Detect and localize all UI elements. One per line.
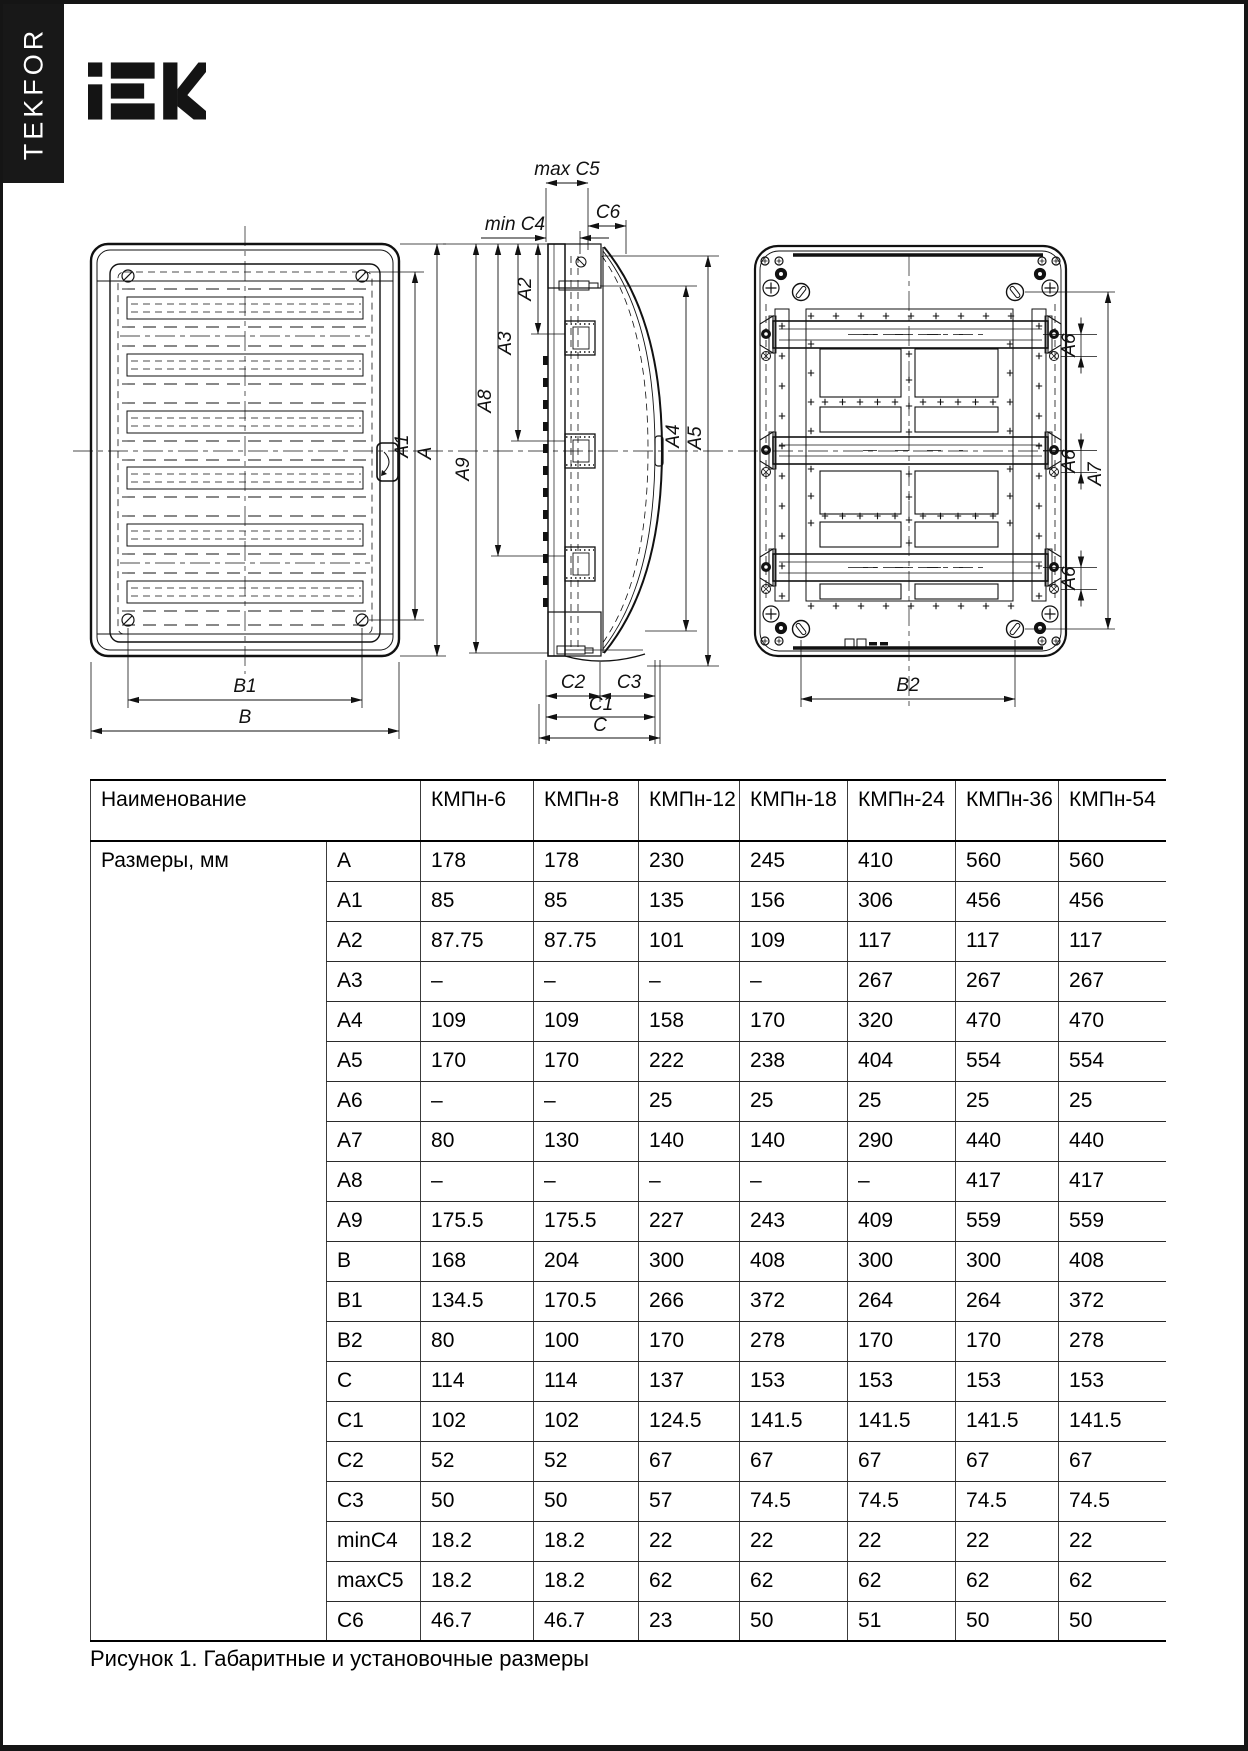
value-cell: 25 — [956, 1081, 1059, 1121]
param-cell: A4 — [327, 1001, 421, 1041]
value-cell: 80 — [421, 1121, 534, 1161]
name-header-cell: Наименование — [91, 780, 421, 841]
value-cell: 67 — [740, 1441, 848, 1481]
value-cell: 25 — [1059, 1081, 1166, 1121]
value-cell: – — [639, 961, 740, 1001]
dim-label-c3: C3 — [616, 672, 642, 693]
value-cell: 170 — [421, 1041, 534, 1081]
value-cell: 18.2 — [421, 1521, 534, 1561]
param-cell: C — [327, 1361, 421, 1401]
value-cell: 46.7 — [534, 1601, 639, 1641]
value-cell: 170 — [956, 1321, 1059, 1361]
dim-label-a9: A9 — [453, 457, 474, 481]
value-cell: 560 — [1059, 841, 1166, 881]
value-cell: 114 — [421, 1361, 534, 1401]
param-cell: minC4 — [327, 1521, 421, 1561]
value-cell: – — [421, 961, 534, 1001]
value-cell: 153 — [740, 1361, 848, 1401]
value-cell: 23 — [639, 1601, 740, 1641]
value-cell: 117 — [848, 921, 956, 961]
value-cell: 440 — [1059, 1121, 1166, 1161]
column-header: КМПн-24 — [848, 780, 956, 841]
param-cell: C6 — [327, 1601, 421, 1641]
dimensions-table — [90, 779, 1166, 1642]
value-cell: 85 — [534, 881, 639, 921]
value-cell: 85 — [421, 881, 534, 921]
value-cell: 170 — [740, 1001, 848, 1041]
param-cell: B — [327, 1241, 421, 1281]
dim-label-a4: A4 — [663, 424, 684, 448]
value-cell: 372 — [740, 1281, 848, 1321]
value-cell: 175.5 — [534, 1201, 639, 1241]
dim-label-c2: C2 — [560, 672, 586, 693]
value-cell: 134.5 — [421, 1281, 534, 1321]
value-cell: 175.5 — [421, 1201, 534, 1241]
value-cell: – — [639, 1161, 740, 1201]
value-cell: – — [740, 1161, 848, 1201]
value-cell: 57 — [639, 1481, 740, 1521]
value-cell: – — [848, 1161, 956, 1201]
column-header: КМПн-18 — [740, 780, 848, 841]
value-cell: 62 — [848, 1561, 956, 1601]
value-cell: 52 — [421, 1441, 534, 1481]
param-cell: A6 — [327, 1081, 421, 1121]
value-cell: 264 — [848, 1281, 956, 1321]
value-cell: 141.5 — [848, 1401, 956, 1441]
value-cell: 18.2 — [534, 1521, 639, 1561]
dim-label-c6: C6 — [595, 202, 621, 223]
value-cell: 238 — [740, 1041, 848, 1081]
value-cell: 62 — [639, 1561, 740, 1601]
column-header: КМПн-6 — [421, 780, 534, 841]
value-cell: 470 — [956, 1001, 1059, 1041]
value-cell: 25 — [639, 1081, 740, 1121]
value-cell: 67 — [1059, 1441, 1166, 1481]
value-cell: 170.5 — [534, 1281, 639, 1321]
brand-vertical-text: TEKFOR — [18, 26, 49, 161]
value-cell: 87.75 — [534, 921, 639, 961]
value-cell: 100 — [534, 1321, 639, 1361]
value-cell: 74.5 — [740, 1481, 848, 1521]
value-cell: 417 — [956, 1161, 1059, 1201]
value-cell: – — [421, 1161, 534, 1201]
value-cell: 141.5 — [740, 1401, 848, 1441]
value-cell: 178 — [421, 841, 534, 881]
value-cell: 80 — [421, 1321, 534, 1361]
dim-label-max-c5: max C5 — [534, 159, 600, 180]
value-cell: 22 — [1059, 1521, 1166, 1561]
value-cell: 140 — [639, 1121, 740, 1161]
value-cell: 50 — [1059, 1601, 1166, 1641]
dim-label-min-c4: min C4 — [484, 214, 546, 235]
value-cell: 470 — [1059, 1001, 1166, 1041]
value-cell: 67 — [848, 1441, 956, 1481]
value-cell: 227 — [639, 1201, 740, 1241]
value-cell: 170 — [848, 1321, 956, 1361]
dim-label-a2: A2 — [515, 277, 536, 301]
value-cell: 153 — [956, 1361, 1059, 1401]
value-cell: 109 — [740, 921, 848, 961]
value-cell: 267 — [956, 961, 1059, 1001]
dim-label-a3: A3 — [495, 331, 516, 355]
value-cell: 153 — [1059, 1361, 1166, 1401]
rear-din-rails — [760, 316, 1061, 594]
param-cell: A3 — [327, 961, 421, 1001]
value-cell: 456 — [956, 881, 1059, 921]
value-cell: 141.5 — [956, 1401, 1059, 1441]
dim-label-a6-middle: A6 — [1059, 449, 1080, 473]
param-cell: A5 — [327, 1041, 421, 1081]
column-header: КМПн-8 — [534, 780, 639, 841]
figure-caption: Рисунок 1. Габаритные и установочные размеры — [90, 1646, 589, 1671]
value-cell: 22 — [740, 1521, 848, 1561]
value-cell: 204 — [534, 1241, 639, 1281]
value-cell: 560 — [956, 841, 1059, 881]
param-cell: B1 — [327, 1281, 421, 1321]
value-cell: 51 — [848, 1601, 956, 1641]
value-cell: 25 — [848, 1081, 956, 1121]
param-cell: maxC5 — [327, 1561, 421, 1601]
value-cell: 243 — [740, 1201, 848, 1241]
value-cell: 50 — [421, 1481, 534, 1521]
value-cell: 22 — [848, 1521, 956, 1561]
column-header: КМПн-36 — [956, 780, 1059, 841]
value-cell: 137 — [639, 1361, 740, 1401]
value-cell: 559 — [1059, 1201, 1166, 1241]
value-cell: 102 — [534, 1401, 639, 1441]
value-cell: 278 — [740, 1321, 848, 1361]
value-cell: 410 — [848, 841, 956, 881]
value-cell: 18.2 — [534, 1561, 639, 1601]
value-cell: 158 — [639, 1001, 740, 1041]
value-cell: 62 — [956, 1561, 1059, 1601]
dimension-table-body — [91, 841, 1166, 1641]
value-cell: 156 — [740, 881, 848, 921]
value-cell: 87.75 — [421, 921, 534, 961]
param-cell: A9 — [327, 1201, 421, 1241]
value-cell: 372 — [1059, 1281, 1166, 1321]
dim-label-b2: B2 — [896, 675, 920, 696]
value-cell: 222 — [639, 1041, 740, 1081]
value-cell: 109 — [534, 1001, 639, 1041]
value-cell: 67 — [956, 1441, 1059, 1481]
dim-label-c: C — [593, 715, 607, 736]
dim-label-a6-top: A6 — [1059, 333, 1080, 357]
dim-label-b: B — [238, 707, 252, 728]
value-cell: 168 — [421, 1241, 534, 1281]
figure-drawing — [3, 4, 1248, 766]
value-cell: – — [740, 961, 848, 1001]
value-cell: 46.7 — [421, 1601, 534, 1641]
value-cell: 266 — [639, 1281, 740, 1321]
param-cell: A7 — [327, 1121, 421, 1161]
value-cell: 170 — [534, 1041, 639, 1081]
value-cell: 409 — [848, 1201, 956, 1241]
param-cell: A1 — [327, 881, 421, 921]
value-cell: 554 — [956, 1041, 1059, 1081]
row-group-label: Размеры, мм — [91, 841, 327, 1641]
value-cell: 140 — [740, 1121, 848, 1161]
table-header-row — [91, 780, 1166, 841]
value-cell: 264 — [956, 1281, 1059, 1321]
value-cell: – — [421, 1081, 534, 1121]
mounting-plus-marks — [779, 313, 1042, 609]
value-cell: 101 — [639, 921, 740, 961]
dim-label-a: A — [415, 446, 436, 460]
value-cell: 102 — [421, 1401, 534, 1441]
dim-label-b1: B1 — [233, 676, 257, 697]
value-cell: 50 — [740, 1601, 848, 1641]
side-view — [443, 159, 719, 744]
value-cell: 50 — [534, 1481, 639, 1521]
value-cell: 74.5 — [1059, 1481, 1166, 1521]
dim-label-c1: C1 — [588, 694, 614, 715]
value-cell: 440 — [956, 1121, 1059, 1161]
value-cell: 109 — [421, 1001, 534, 1041]
value-cell: 404 — [848, 1041, 956, 1081]
value-cell: 62 — [740, 1561, 848, 1601]
value-cell: 230 — [639, 841, 740, 881]
param-cell: A2 — [327, 921, 421, 961]
value-cell: 306 — [848, 881, 956, 921]
value-cell: 559 — [956, 1201, 1059, 1241]
value-cell: – — [534, 961, 639, 1001]
value-cell: 74.5 — [848, 1481, 956, 1521]
value-cell: 22 — [639, 1521, 740, 1561]
value-cell: 62 — [1059, 1561, 1166, 1601]
value-cell: 267 — [848, 961, 956, 1001]
param-cell: C1 — [327, 1401, 421, 1441]
value-cell: 22 — [956, 1521, 1059, 1561]
value-cell: 117 — [1059, 921, 1166, 961]
value-cell: 320 — [848, 1001, 956, 1041]
param-cell: A8 — [327, 1161, 421, 1201]
value-cell: 456 — [1059, 881, 1166, 921]
value-cell: 300 — [956, 1241, 1059, 1281]
value-cell: 124.5 — [639, 1401, 740, 1441]
value-cell: – — [534, 1081, 639, 1121]
value-cell: 18.2 — [421, 1561, 534, 1601]
param-cell: C2 — [327, 1441, 421, 1481]
value-cell: 153 — [848, 1361, 956, 1401]
dim-label-a6-bottom: A6 — [1059, 566, 1080, 590]
value-cell: 117 — [956, 921, 1059, 961]
column-header: КМПн-54 — [1059, 780, 1166, 841]
value-cell: 170 — [639, 1321, 740, 1361]
value-cell: 554 — [1059, 1041, 1166, 1081]
value-cell: 408 — [740, 1241, 848, 1281]
value-cell: 52 — [534, 1441, 639, 1481]
dim-label-a8: A8 — [475, 389, 496, 413]
param-cell: C3 — [327, 1481, 421, 1521]
rear-view — [755, 246, 1115, 709]
value-cell: 178 — [534, 841, 639, 881]
value-cell: 300 — [639, 1241, 740, 1281]
value-cell: 67 — [639, 1441, 740, 1481]
value-cell: 267 — [1059, 961, 1166, 1001]
front-view — [91, 226, 446, 739]
value-cell: 300 — [848, 1241, 956, 1281]
value-cell: 135 — [639, 881, 740, 921]
param-cell: B2 — [327, 1321, 421, 1361]
value-cell: 25 — [740, 1081, 848, 1121]
column-header: КМПн-12 — [639, 780, 740, 841]
dim-label-a7: A7 — [1085, 462, 1106, 486]
value-cell: 74.5 — [956, 1481, 1059, 1521]
value-cell: 114 — [534, 1361, 639, 1401]
value-cell: – — [534, 1161, 639, 1201]
value-cell: 141.5 — [1059, 1401, 1166, 1441]
dim-label-a1: A1 — [392, 434, 413, 458]
value-cell: 245 — [740, 841, 848, 881]
value-cell: 130 — [534, 1121, 639, 1161]
value-cell: 50 — [956, 1601, 1059, 1641]
value-cell: 290 — [848, 1121, 956, 1161]
param-cell: A — [327, 841, 421, 881]
value-cell: 278 — [1059, 1321, 1166, 1361]
dim-label-a5: A5 — [685, 426, 706, 450]
table-row — [91, 841, 1166, 881]
value-cell: 408 — [1059, 1241, 1166, 1281]
value-cell: 417 — [1059, 1161, 1166, 1201]
